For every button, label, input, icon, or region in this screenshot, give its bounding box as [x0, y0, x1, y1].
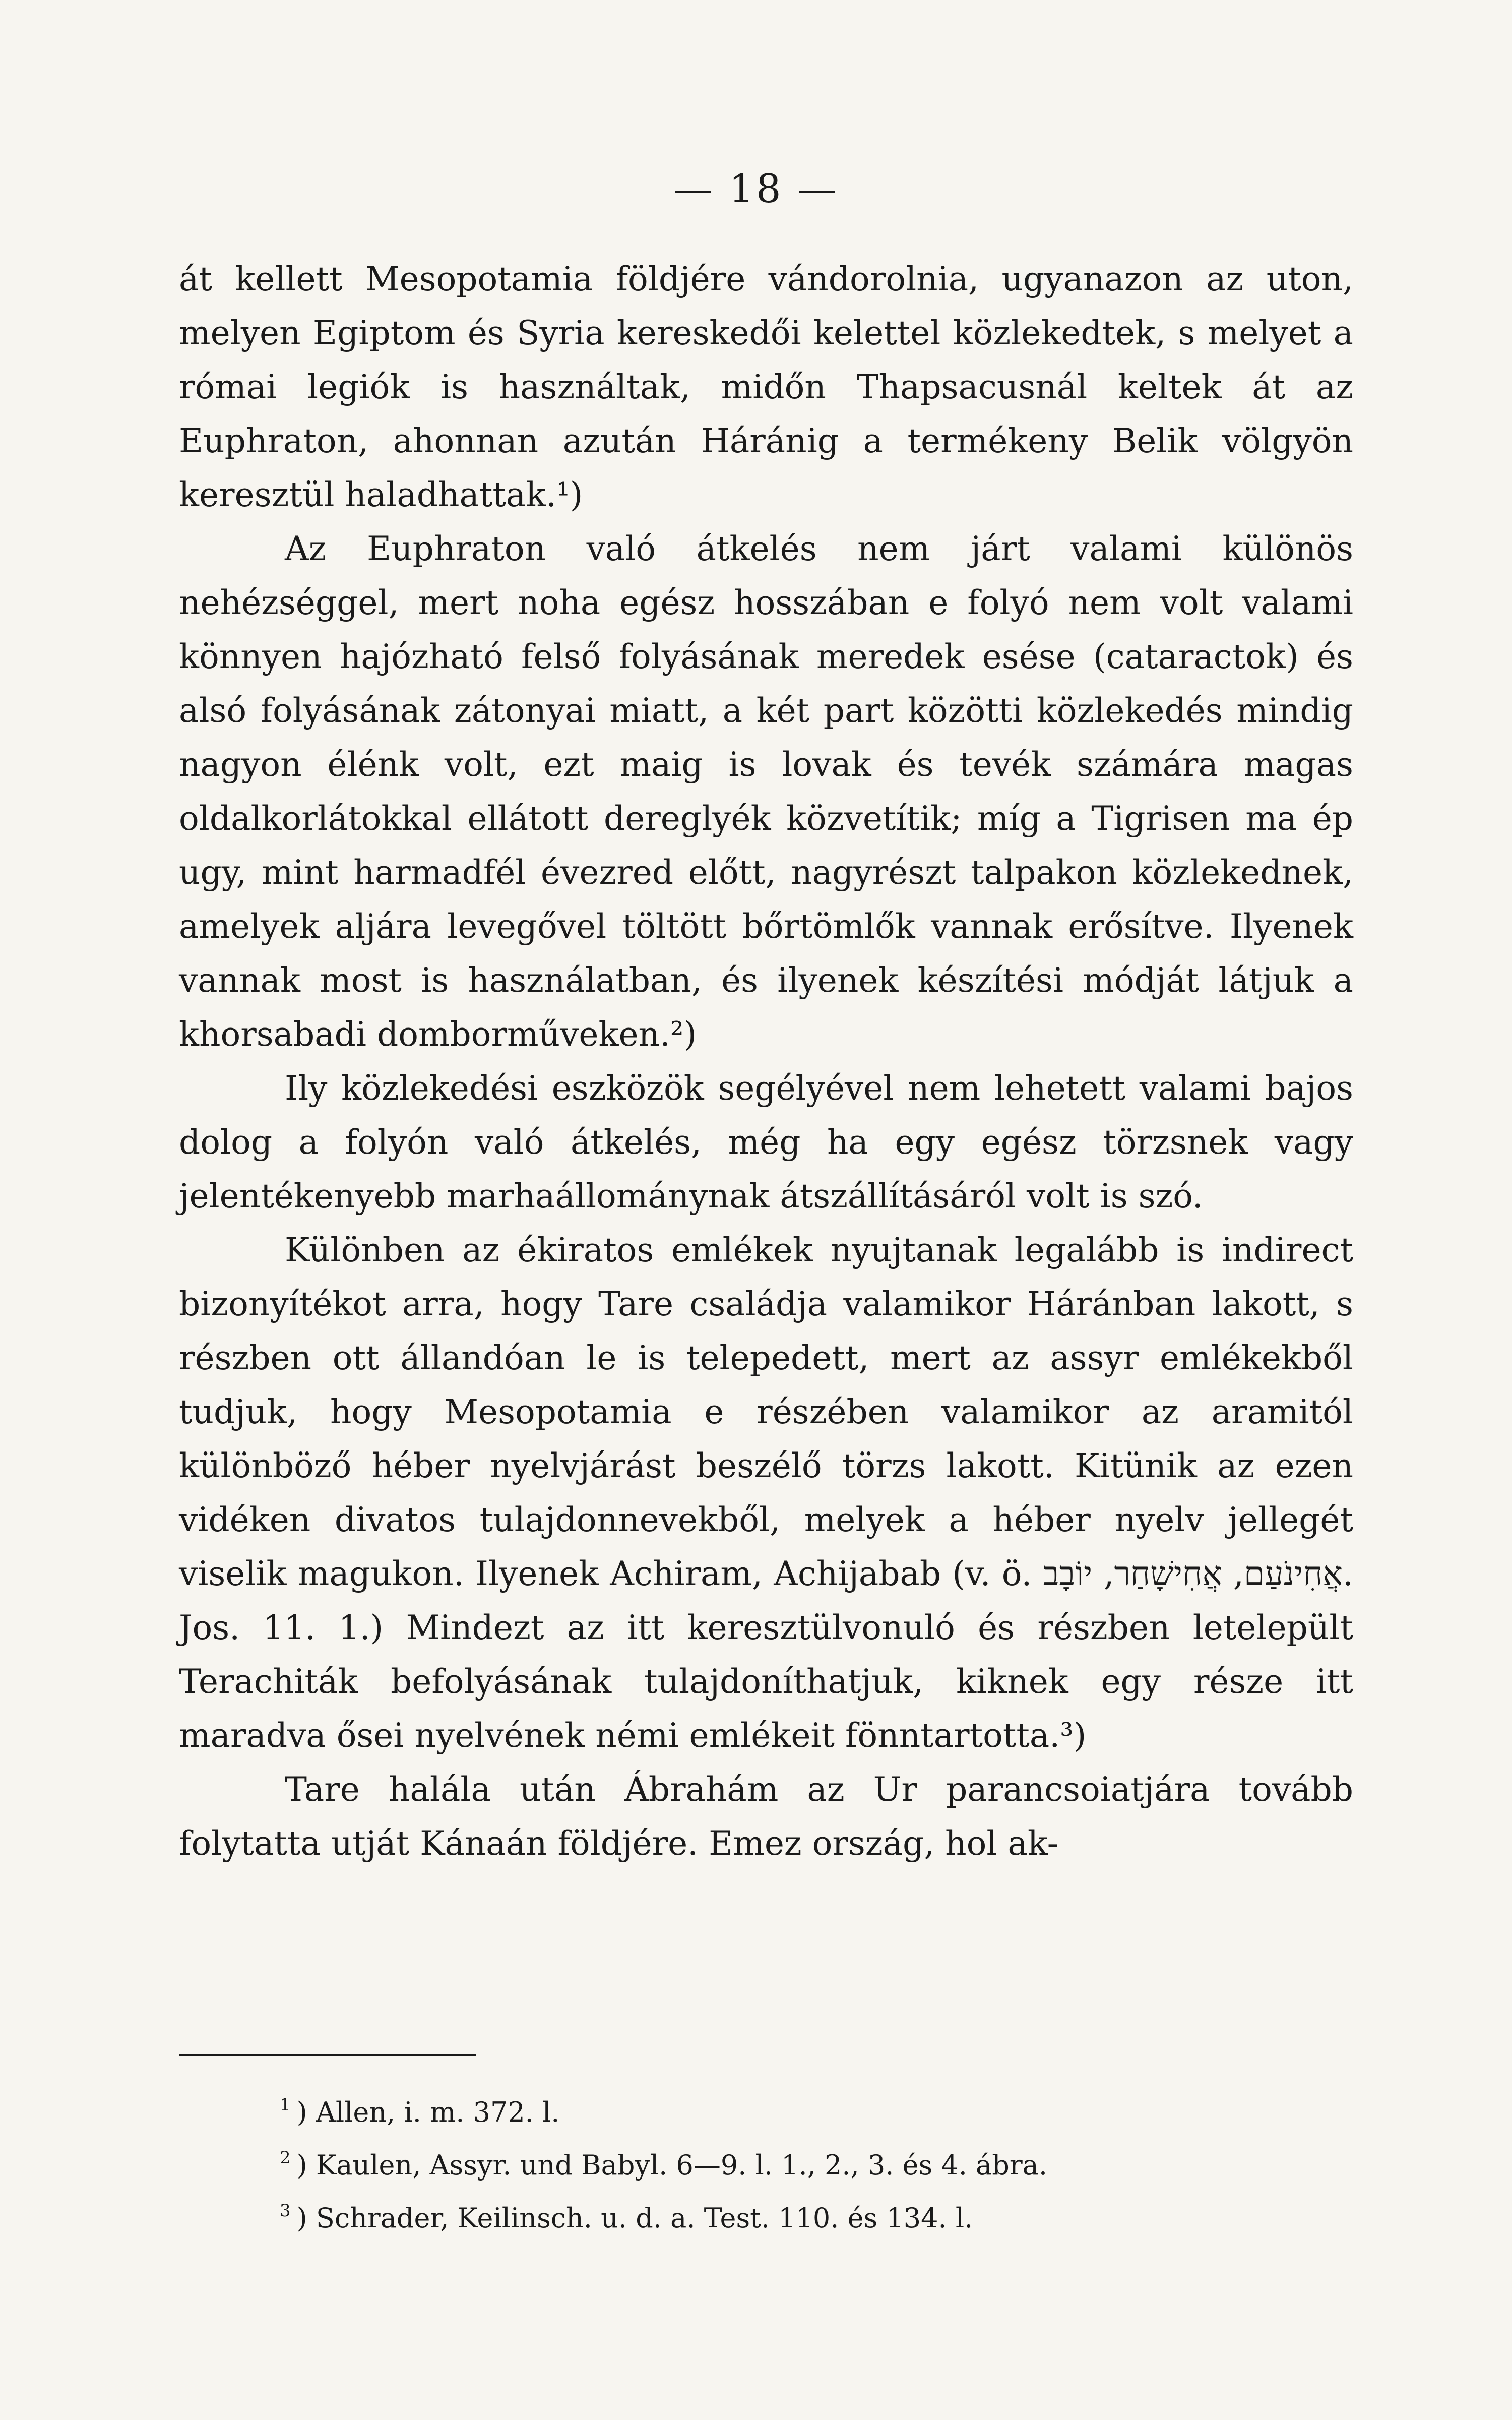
footnote-mark: 3 [280, 2201, 291, 2221]
footnote-text: ) Schrader, Keilinsch. u. d. a. Test. 110. és 134. l. [296, 2202, 973, 2234]
footnote-mark: 1 [280, 2095, 291, 2115]
footnote-2 [280, 2135, 1338, 2188]
paragraph-3: Ily közlekedési eszközök segélyével nem lehetett valami bajos dolog a folyón való átkelés, még ha egy egész törzsnek vagy jelentékenyebb marhaállománynak átszállításáról volt is szó. [179, 1069, 1353, 1216]
footnote-mark: 2 [280, 2148, 291, 2168]
paragraph-1: át kellett Mesopotamia földjére vándorolnia, ugyanazon az uton, melyen Egiptom és Syria kereskedői kelettel közlekedtek, s melyet a római legiók is használtak, midőn Thapsacusnál keltek át az Euphraton, ahonnan azután Háránig a termékeny Belik völgyön keresztül haladhattak.¹) [179, 260, 1353, 514]
footnote-3 [280, 2188, 1338, 2241]
paragraph-4: Különben az ékiratos emlékek nyujtanak legalább is indirect bizonyítékot arra, hogy Tare családja valamikor Háránban lakott, s részben ott állandóan le is telepedett, mert az assyr emlékekből tudjuk, hogy Mesopotamia e részében valamikor az aramitól különböző héber nyelvjárást beszélő törzs lakott. Kitünik az ezen vidéken divatos tulajdonnevekből, melyek a héber nyelv jellegét viselik magukon. Ilyenek Achiram, Achijabab (v. ö. אֲחִינֹעַם, אֲחִישָׁחַר, יוֹבָב. Jos. 11. 1.) Mindezt az itt keresztülvonuló és részben letelepült Terachiták befolyásának tulajdoníthatjuk, kiknek egy része itt maradva ősei nyelvének némi emlékeit fönntartotta.³) [179, 1231, 1353, 1755]
body-text [179, 252, 1353, 1870]
paragraph-5: Tare halála után Ábrahám az Ur parancsoiatjára tovább folytatta utját Kánaán földjére. Emez ország, hol ak- [179, 1770, 1353, 1863]
footnote-divider [179, 2054, 476, 2056]
footnote-text: ) Kaulen, Assyr. und Babyl. 6—9. l. 1., 2., 3. és 4. ábra. [296, 2149, 1047, 2181]
footnotes [280, 2082, 1338, 2241]
page-number: — 18 — [673, 166, 839, 212]
paragraph-2: Az Euphraton való átkelés nem járt valami különös nehézséggel, mert noha egész hosszában e folyó nem volt valami könnyen hajózható felső folyásának meredek esése (cataractok) és alsó folyásának zátonyai miatt, a két part közötti közlekedés mindig nagyon élénk volt, ezt maig is lovak és tevék számára magas oldalkorlátokkal ellátott dereglyék közvetítik; míg a Tigrisen ma ép ugy, mint harmadfél évezred előtt, nagyrészt talpakon közlekednek, amelyek aljára levegővel töltött bőrtömlők vannak erősítve. Ilyenek vannak most is használatban, és ilyenek készítési módját látjuk a khorsabadi domborműveken.²) [179, 529, 1353, 1054]
footnote-1 [280, 2082, 1338, 2135]
footnote-text: ) Allen, i. m. 372. l. [296, 2096, 560, 2128]
